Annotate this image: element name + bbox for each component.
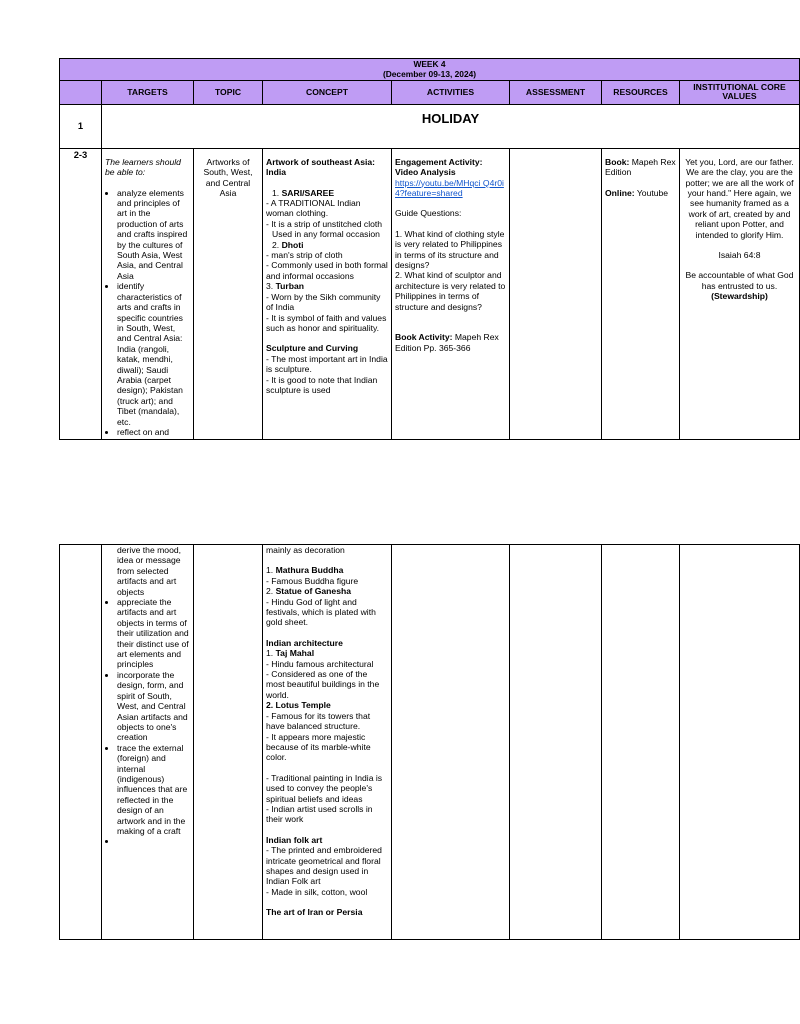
lesson-row (60, 148, 800, 440)
online-label: Online: (605, 187, 635, 198)
item-number: 3. (266, 281, 274, 292)
concept-detail: - It is good to note that Indian sculpture is used (266, 374, 378, 395)
resources-cell (602, 545, 680, 940)
week-dates: (December 09-13, 2024) (382, 68, 477, 79)
concept-detail: - It appears more majestic because of its marble-white color. (266, 731, 371, 763)
concept-detail: - It is symbol of faith and values such as honor and spirituality. (266, 312, 387, 333)
day-number: 1 (60, 104, 102, 148)
list-item: • trace the external (foreign) and internal (indigenous) influences that are reflected in the design of an artwork and in the making of a craft (117, 743, 190, 837)
list-item (117, 836, 190, 846)
concept-detail: - Commonly used in both formal and informal occasions (266, 260, 388, 281)
week-header (60, 59, 800, 81)
concept-detail: - Traditional painting in India is used to convey the people's spiritual beliefs and ideas (266, 772, 383, 804)
week-label: WEEK 4 (413, 59, 446, 70)
concept-detail: - Indian artist used scrolls in their work (266, 803, 373, 825)
item-number: 1. (266, 648, 274, 659)
item-number: 2. (272, 239, 280, 250)
target-continued: derive the mood, idea or message from selected artifacts and art objects (117, 545, 182, 597)
concept-title: Artwork of southeast Asia: India (266, 156, 376, 178)
targets-intro: The learners should be able to: (105, 156, 181, 178)
holiday-row (60, 104, 800, 148)
targets-cell (102, 545, 194, 940)
concept-detail: Used in any formal occasion (272, 229, 380, 240)
concept-item: 2. Lotus Temple (266, 700, 331, 711)
header-targets: TARGETS (102, 81, 194, 105)
activities-cell (392, 545, 510, 940)
item-number: 2. (266, 586, 274, 597)
header-assessment: ASSESSMENT (510, 81, 602, 105)
targets-list (105, 597, 190, 847)
concept-subtitle: Indian folk art (266, 834, 323, 845)
concept-detail: - man's strip of cloth (266, 250, 343, 261)
verse-reference: Isaiah 64:8 (718, 250, 761, 261)
item-number: 1. (266, 565, 274, 576)
concept-detail: - Hindu God of light and festivals, which is plated with gold sheet. (266, 596, 376, 628)
online-text: Youtube (636, 187, 669, 198)
list-item: • appreciate the artifacts and art objects in terms of their utilization and their distinct use of art elements and principles (117, 597, 190, 670)
lesson-row-continued (60, 545, 800, 940)
book-text: Mapeh Rex Edition (605, 156, 676, 178)
core-values-cell (680, 148, 800, 440)
list-item: • incorporate the design, form, and spirit of South, West, and Central Asian artifacts and objects to one's creation (117, 670, 190, 743)
core-value: (Stewardship) (711, 291, 768, 302)
concept-detail: - Made in silk, cotton, wool (266, 886, 368, 897)
lesson-plan-table (59, 58, 800, 440)
core-values-cell (680, 545, 800, 940)
header-activities: ACTIVITIES (392, 81, 510, 105)
list-item: • identify characteristics of arts and crafts in specific countries in South, West, and Central Asia: India (rangoli, katak, mendhi, diwali); Saudi Arabia (carpet design); Pakistan (truck art); and Tibet (mandala), etc. (117, 281, 190, 427)
topic-text: Artworks of South, West, and Central Asia (203, 156, 253, 199)
guide-questions-label: Guide Questions: (395, 208, 462, 219)
book-label: Book: (605, 156, 630, 167)
targets-cell (102, 148, 194, 440)
resources-cell (602, 148, 680, 440)
concept-subtitle: Indian architecture (266, 637, 343, 648)
list-item: • analyze elements and principles of art in the production of arts and crafts inspired by the cultures of South Asia, West Asia, and Central Asia (117, 188, 190, 282)
value-statement: Be accountable of what God has entrusted to us. (685, 270, 794, 291)
column-header-row (60, 81, 800, 105)
topic-cell (194, 148, 263, 440)
concept-detail: - Famous for its towers that have balanced structure. (266, 710, 371, 732)
topic-cell (194, 545, 263, 940)
book-activity-text: Mapeh Rex Edition Pp. 365-366 (395, 332, 499, 353)
holiday-label: HOLIDAY (102, 104, 800, 148)
lesson-plan-table-continued (59, 544, 800, 940)
activity-title: Engagement Activity: Video Analysis (395, 156, 483, 178)
concept-cell (263, 545, 392, 940)
activities-cell (392, 148, 510, 440)
guide-question: 1. What kind of clothing style is very related to Philippines in terms of its structure and designs? (395, 228, 505, 271)
list-item: • reflect on and (117, 427, 190, 437)
concept-detail: - A TRADITIONAL Indian woman clothing. (266, 198, 361, 219)
assessment-cell (510, 148, 602, 440)
concept-item: Statue of Ganesha (275, 586, 352, 597)
concept-item: SARI/SAREE (281, 187, 335, 198)
header-resources: RESOURCES (602, 81, 680, 105)
header-topic: TOPIC (194, 81, 263, 105)
concept-detail: - Famous Buddha figure (266, 575, 359, 586)
day-cell (60, 545, 102, 940)
header-concept: CONCEPT (263, 81, 392, 105)
concept-detail: - Considered as one of the most beautiful buildings in the world. (266, 669, 380, 700)
concept-item: Taj Mahal (275, 648, 315, 659)
concept-detail: - It is a strip of unstitched cloth (266, 218, 383, 229)
targets-list (105, 188, 190, 438)
header-core-values: INSTITUTIONAL CORE VALUES (680, 81, 800, 105)
concept-subtitle: Sculpture and Curving (266, 343, 359, 354)
concept-detail: - The most important art in India is sculpture. (266, 353, 388, 375)
concept-item: Mathura Buddha (275, 565, 344, 576)
concept-item: Dhoti (281, 239, 304, 250)
concept-detail: - The printed and embroidered intricate geometrical and floral shapes and design used in Indian Folk art (266, 845, 382, 887)
concept-item: Turban (275, 281, 305, 292)
guide-question: 2. What kind of sculptor and architecture is very related to Philippines in terms of structure and designs? (395, 270, 506, 312)
book-activity-label: Book Activity: (395, 332, 453, 343)
concept-detail: - Hindu famous architectural (266, 658, 374, 669)
concept-detail: mainly as decoration (266, 545, 345, 555)
day-number: 2-3 (60, 148, 102, 440)
item-number: 1. (272, 187, 280, 198)
concept-cell (263, 148, 392, 440)
concept-subtitle: The art of Iran or Persia (266, 907, 363, 918)
video-link[interactable]: https://youtu.be/MHqci Q4r0i4?feature=shared (395, 177, 504, 199)
concept-detail: - Worn by the Sikh community of India (266, 291, 381, 313)
header-day-cell (60, 81, 102, 105)
assessment-cell (510, 545, 602, 940)
bible-verse: Yet you, Lord, are our father. We are the clay, you are the potter; we are all the work of your hand." Here again, we see humanity framed as a work of art, created by and reliant upon Potter, and intended to glorify Him. (685, 156, 794, 240)
